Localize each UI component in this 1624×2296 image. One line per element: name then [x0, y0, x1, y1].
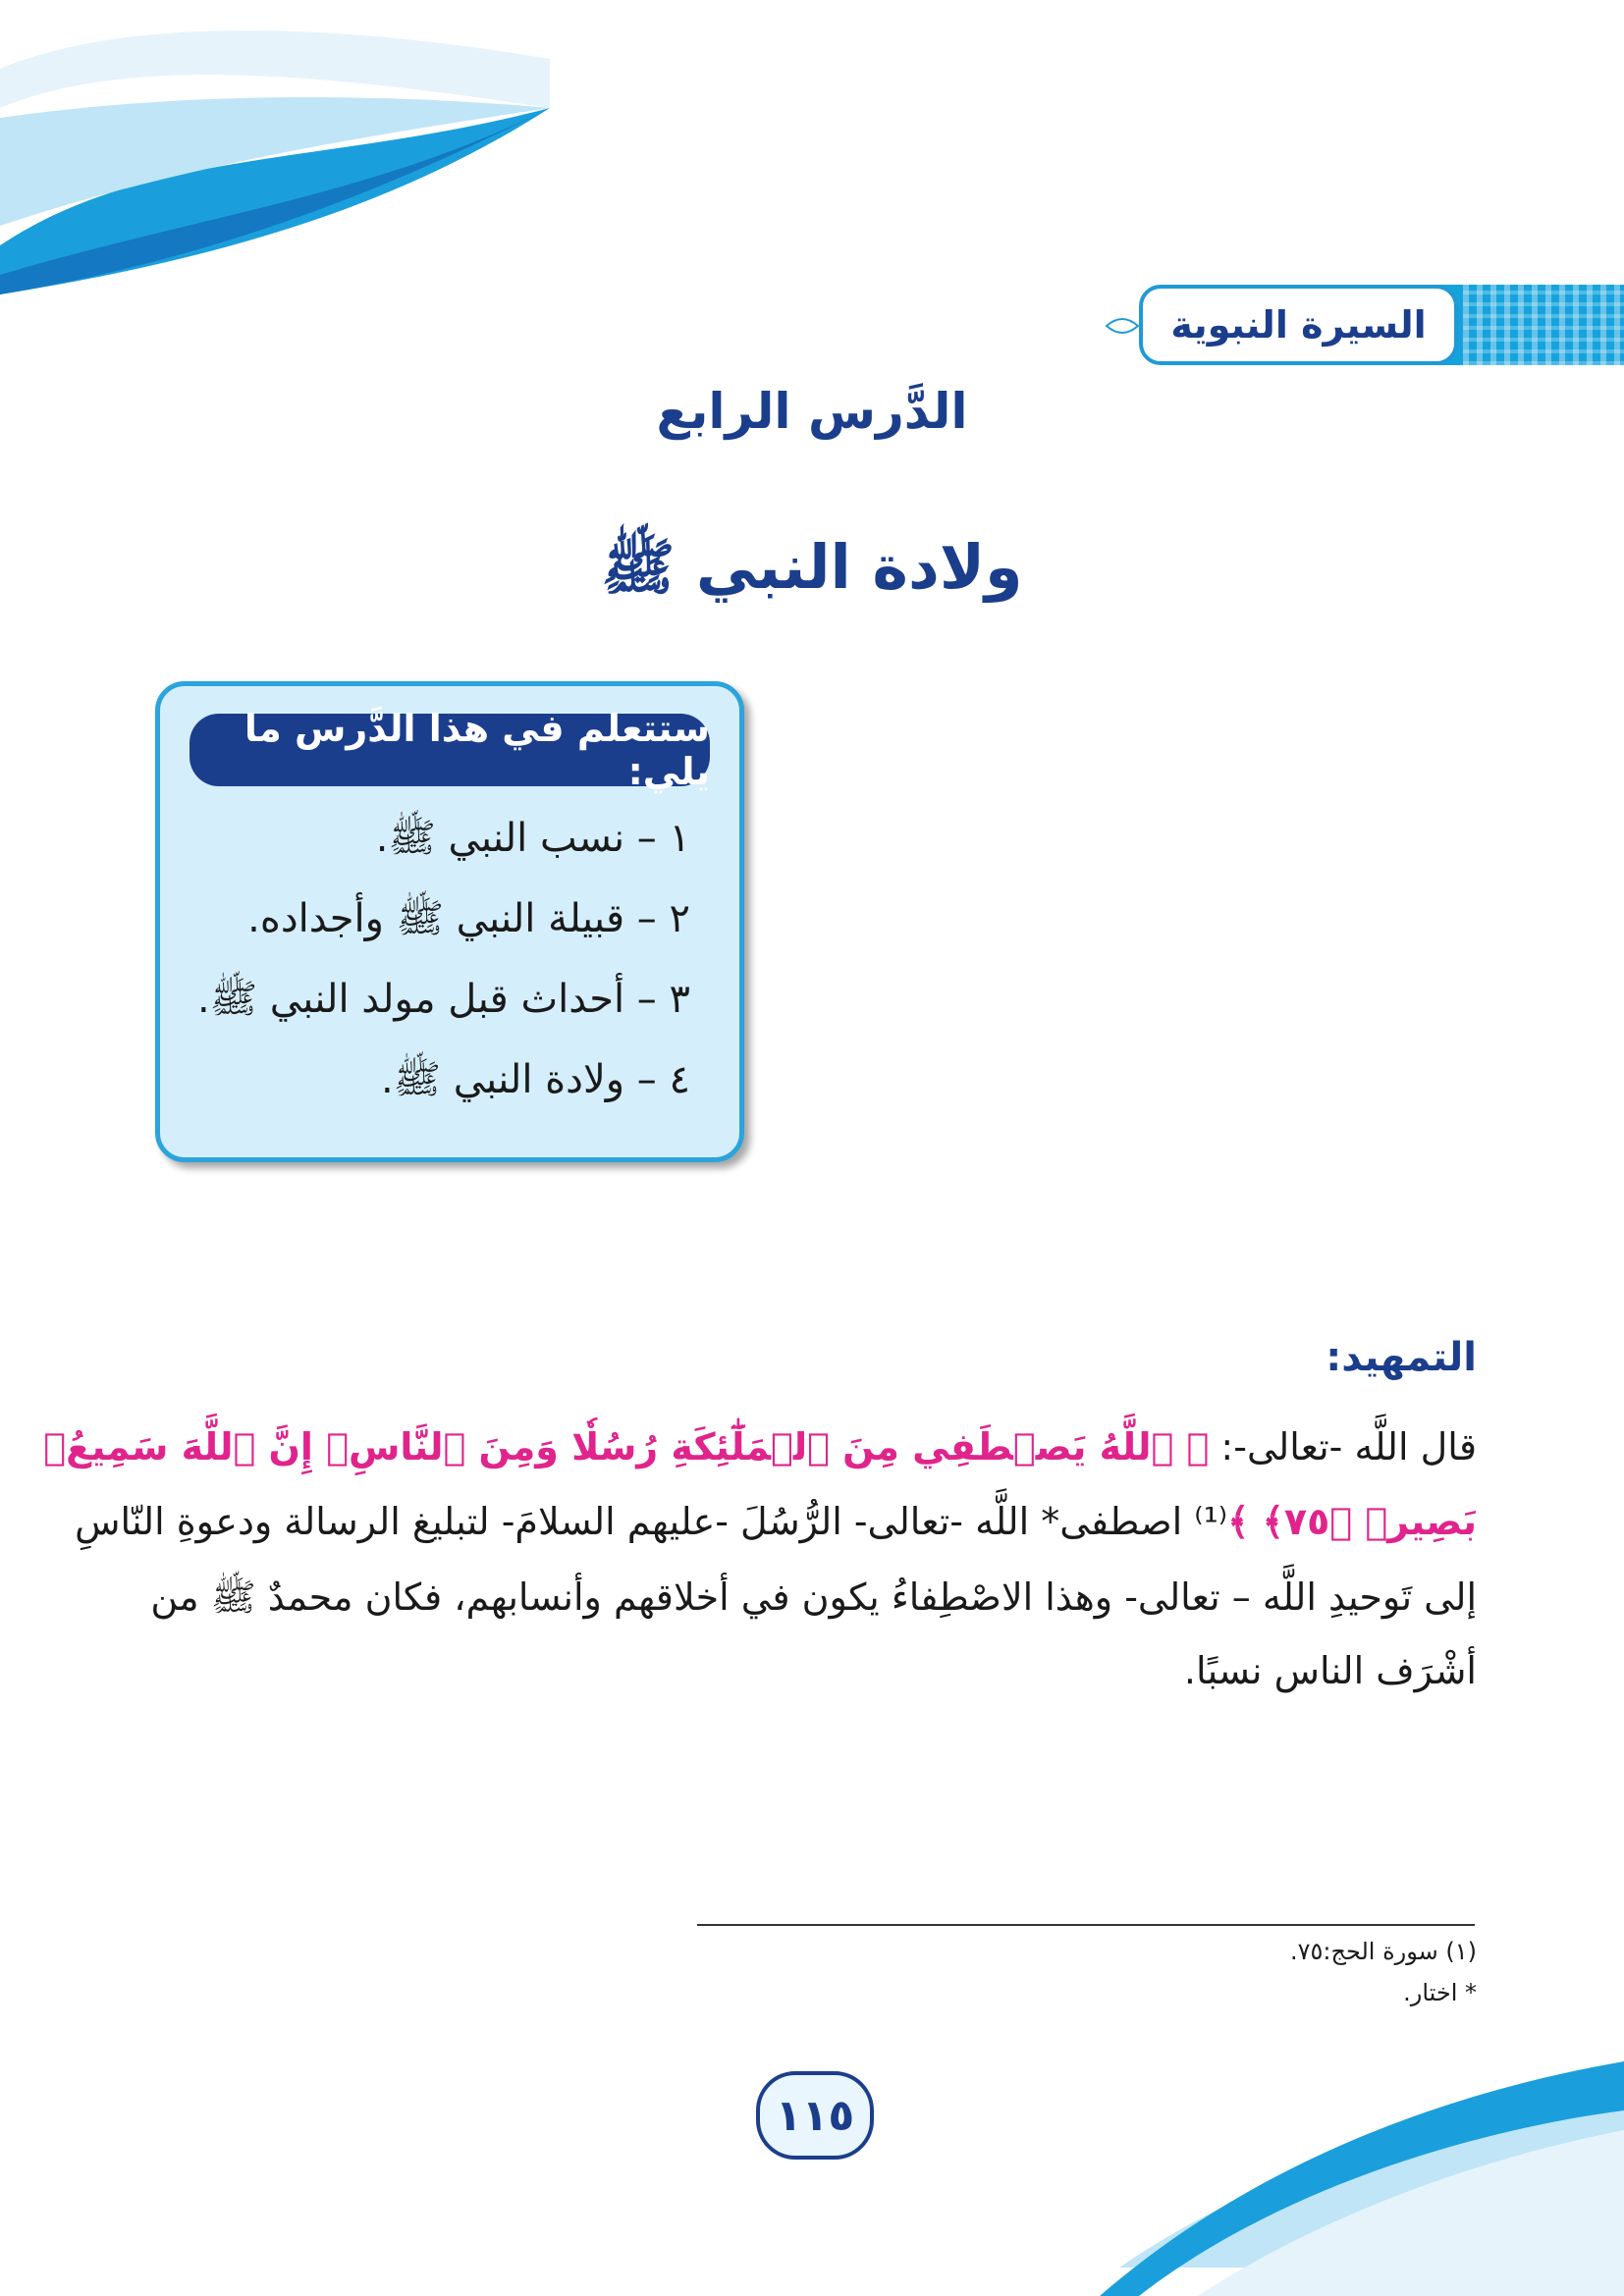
footnote-1: (١) سورة الحج:٧٥. — [1289, 1938, 1477, 1965]
ornament-icon — [1105, 312, 1140, 340]
footnote-divider — [697, 1924, 1475, 1926]
intro-line-2 — [75, 1500, 1477, 1543]
section-tag: السيرة النبوية — [1139, 285, 1458, 365]
quran-verse-part-2: بَصِيرٞ ﴿٧٥﴾ ﴾ — [1227, 1500, 1477, 1543]
objective-item-1: ١ – نسب النبي ﷺ. — [375, 816, 690, 861]
bottom-wave-decoration — [1080, 2042, 1624, 2296]
intro-line-1 — [43, 1425, 1477, 1468]
lesson-number: الدَّرس الرابع — [656, 383, 968, 440]
intro-line-3: إلى تَوحيدِ اللَّه – تعالى- وهذا الاصْطِفاءُ يكون في أخلاقهم وأنسابهم، فكان محمدٌ ﷺ من — [150, 1575, 1477, 1619]
intro-heading: التمهيد: — [1326, 1335, 1477, 1380]
top-wave-decoration — [0, 0, 609, 294]
objective-item-2: ٢ – قبيلة النبي ﷺ وأجداده. — [247, 896, 690, 941]
objectives-heading: ستتعلم في هذا الدَّرس ما يلي: — [189, 714, 710, 786]
objective-item-3: ٣ – أحداث قبل مولد النبي ﷺ. — [197, 977, 690, 1022]
quran-verse-part-1: ﴿ ٱللَّهُ يَصۡطَفِي مِنَ ٱلۡمَلَٰٓئِكَةِ رُسُلٗا وَمِنَ ٱلنَّاسِۚ إِنَّ ٱللَّهَ سَمِيعُۢ — [43, 1425, 1210, 1468]
intro-line-1-prefix: قال اللَّه -تعالى-: — [1209, 1425, 1477, 1468]
page-number: ١١٥ — [756, 2071, 874, 2160]
intro-line-2-text: ⁽¹⁾ اصطفى* اللَّه -تعالى- الرُّسُلَ -عليهم السلامَ- لتبليغ الرسالة ودعوةِ النّاسِ — [75, 1500, 1228, 1543]
footnote-2: * اختار. — [1403, 1979, 1477, 2006]
section-tag-pattern — [1463, 285, 1624, 365]
lesson-title: ولادة النبي ﷺ — [601, 531, 1023, 603]
objective-item-4: ٤ – ولادة النبي ﷺ. — [380, 1057, 690, 1102]
intro-line-4: أشْرَف الناس نسبًا. — [1183, 1649, 1477, 1692]
objectives-box — [155, 681, 744, 1162]
